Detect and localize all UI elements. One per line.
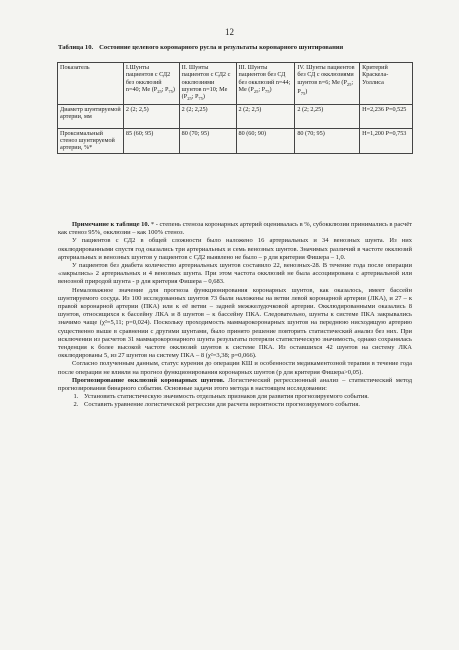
table-row	[58, 104, 413, 128]
table-cell: 2 (2; 2,25)	[295, 104, 360, 128]
header-cell-group-1: I.Шунты пациентов с СД2 без окклюзий n=40; Me ($P_{25}$; $P_{75}$)	[123, 63, 179, 105]
list-item: 2. Составить уравнение логистической регрессии для расчета вероятности прогнозируемого события.	[80, 401, 412, 409]
header-cell-group-3: III. Шунты пациентов без СД без окклюзий n=44; Me ($P_{25}$; $P_{75}$)	[236, 63, 295, 105]
table-cell: 2 (2; 2,5)	[236, 104, 295, 128]
paragraph: Согласно полученным данным, статус курения до операции КШ и особенности медикаментозной терапии в течение года после операции не влияли на прогноз функционирования коронарных шунтов (р для критерия Фишера>0,05).	[58, 360, 412, 376]
table-caption	[58, 44, 412, 52]
header-cell-indicator: Показатель	[58, 63, 124, 105]
table-cell: 2 (2; 2,5)	[123, 104, 179, 128]
table-note	[58, 221, 412, 237]
paragraph: Немаловажное значение для прогноза функционирования коронарных шунтов, как оказалось, имеет бассейн шунтируемого сосуда. Из 100 исследованных шунтов 73 были наложены на ветви левой коронарной артерии (ЛКА), и 27 – к правой коронарной артерии (ПКА) или к её ветви – задней межжелудочковой артерии. Окклюдированными оказались 8 шунтов, относящихся к бассейну ЛКА и 8 шунтов – к бассейну ПКА. Следовательно, шунты к системе ПКА закрывались значимо чаще (χ²=5,11; p=0,024). Поскольку проходимость маммарокоронарных шунтов на переднюю нисходящую артерию существенно выше в сравнении с другими шунтами, было принято решение повторить статистический анализ без них. При исключении из расчетов 31 маммарокоронарного шунта результаты потеряли статистическую значимость, однако сохранялась тенденция к более высокой частоте окклюзий шунтов к системе ПКА. Из оставшихся 42 шунтов на систему ЛКА окклюдированы 5, из 27 шунтов на систему ПКА – 8 (χ²=3,38; p=0,066).	[58, 286, 412, 360]
page-number: 12	[225, 27, 234, 37]
note-label: Примечание к таблице 10.	[72, 221, 150, 228]
table-cell: 80 (60; 90)	[236, 128, 295, 153]
body-text	[58, 221, 412, 410]
results-table	[57, 62, 413, 154]
table-cell: 80 (70; 95)	[179, 128, 236, 153]
table-header-row	[58, 63, 413, 105]
table-cell: 85 (60; 95)	[123, 128, 179, 153]
table-cell: Диаметр шунтируемой артерии, мм	[58, 104, 124, 128]
paragraph: У пациентов без диабета количество артериальных шунтов составило 22, венозных-28. В течение года после операции «закрылись» 2 артериальных и 4 венозных шунта. При этом частота окклюзий не была ассоциирована с артериальной или венозной природой шунта - р для критерия Фишера – 0,683.	[58, 262, 412, 286]
table-cell: 80 (70; 95)	[295, 128, 360, 153]
header-cell-criterion: Критерий Краскела-Уоллиса	[360, 63, 413, 105]
list-item: 1. Установить статистическую значимость отдельных признаков для развития прогнозируемого события.	[80, 393, 412, 401]
prognosis-text: Логистический регрессионный анализ – статистический метод прогнозирования бинарного события. Основные задачи этого метода в настоящем исследовании:	[58, 376, 412, 393]
note-text: * - степень стеноза коронарных артерий оценивалась в %, субокклюзии принимались в расчёт как стеноз 95%, окклюзии – как 100% стеноз.	[58, 221, 413, 237]
table-cell: Проксимальный стеноз шунтируемой артерии, %*	[58, 128, 124, 153]
table-cell: H=1,200 P=0,753	[360, 128, 413, 153]
header-cell-group-4: IV. Шунты пациентов без СД с окклюзиями шунтов n=6; Me ($P_{25}$; $P_{75}$)	[295, 63, 360, 105]
table-cell: H=2,236 P=0,525	[360, 104, 413, 128]
table-row	[58, 128, 413, 153]
header-cell-group-2: II. Шунты пациентов с СД2 с окклюзиями шунтов n=10; Me ($P_{25}$; $P_{75}$)	[179, 63, 236, 105]
table-cell: 2 (2; 2,25)	[179, 104, 236, 128]
table-caption-label: Таблица 10.	[58, 44, 94, 51]
prognosis-heading: Прогнозирование окклюзий коронарных шунтов.	[72, 376, 225, 384]
prognosis-paragraph	[58, 377, 412, 393]
task-list	[58, 393, 412, 409]
paragraph: У пациентов с СД2 в общей сложности было наложено 16 артериальных и 34 венозных шунта. Из них окклюдированными спустя год оказались три артериальных и семь венозных шунтов. Значимых различий в частоте окклюзий артериальных и венозных шунтов у пациентов с СД2 выявлено не было – p для критерия Фишера – 1,0.	[58, 237, 412, 261]
table-caption-text: Состояние целевого коронарного русла и результаты коронарного шунтирования	[99, 44, 344, 51]
